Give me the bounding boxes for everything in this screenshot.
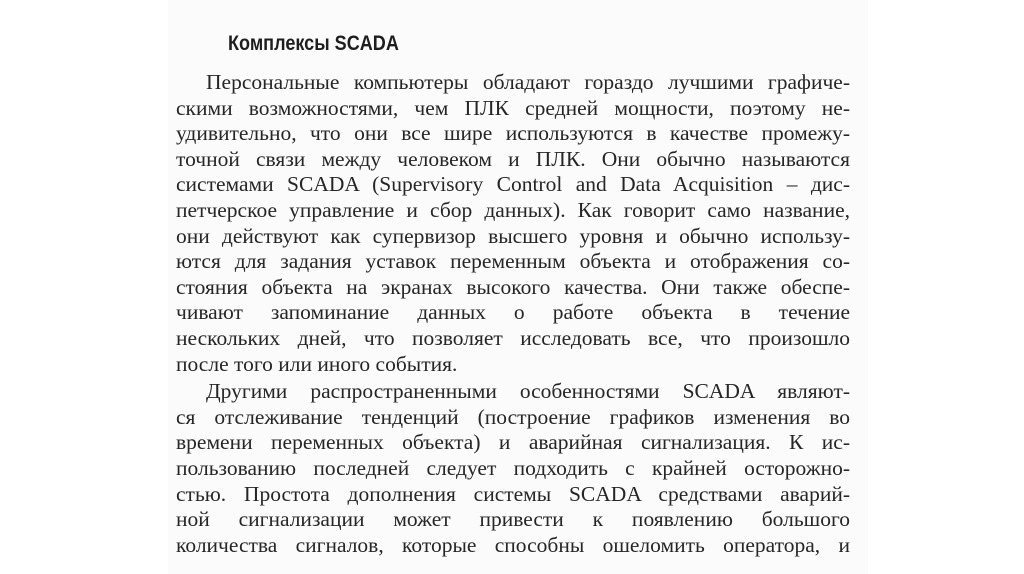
text-line: чивают запоминание данных о работе объекта в течение [176, 300, 850, 325]
text-line: они действуют как супервизор высшего уровня и обычно использу- [176, 223, 850, 248]
section-heading: Комплексы SCADA [228, 32, 399, 55]
text-line: количества сигналов, которые способны ошеломить оператора, и [176, 532, 850, 557]
text-line: петчерское управление и сбор данных). Как говорит само название, [176, 197, 850, 222]
text-line: времени переменных объекта) и аварийная сигнализация. К ис- [176, 430, 850, 455]
text-line: ются для задания уставок переменным объекта и отображения со- [176, 249, 850, 274]
text-line: пользованию последней следует подходить с крайней осторожно- [176, 455, 850, 480]
text-line: ся отслеживание тенденций (построение графиков изменения во [176, 404, 850, 429]
text-line: после того или иного события. [176, 351, 458, 376]
paragraph-1 [176, 70, 866, 377]
text-line: ной сигнализации может привести к появлению большого [176, 507, 850, 532]
text-line: удивительно, что они все шире используются в качестве промежу- [176, 121, 850, 146]
text-line: Персональные компьютеры обладают гораздо лучшими графиче- [206, 70, 850, 94]
text-line: точной связи между человеком и ПЛК. Они обычно называются [176, 146, 850, 171]
text-line: стояния объекта на экранах высокого качества. Они также обеспе- [176, 274, 850, 299]
text-line: Другими распространенными особенностями SCADA являют- [206, 379, 850, 404]
text-line: нескольких дней, что позволяет исследовать все, что произошло [176, 325, 850, 350]
book-page-scan [168, 0, 868, 574]
body-text [176, 70, 866, 558]
paragraph-2 [176, 379, 866, 558]
text-line: стью. Простота дополнения системы SCADA средствами аварий- [176, 481, 850, 506]
text-line: скими возможностями, чем ПЛК средней мощности, поэтому не- [176, 95, 850, 120]
text-line: системами SCADA (Supervisory Control and Data Acquisition – дис- [176, 172, 850, 197]
